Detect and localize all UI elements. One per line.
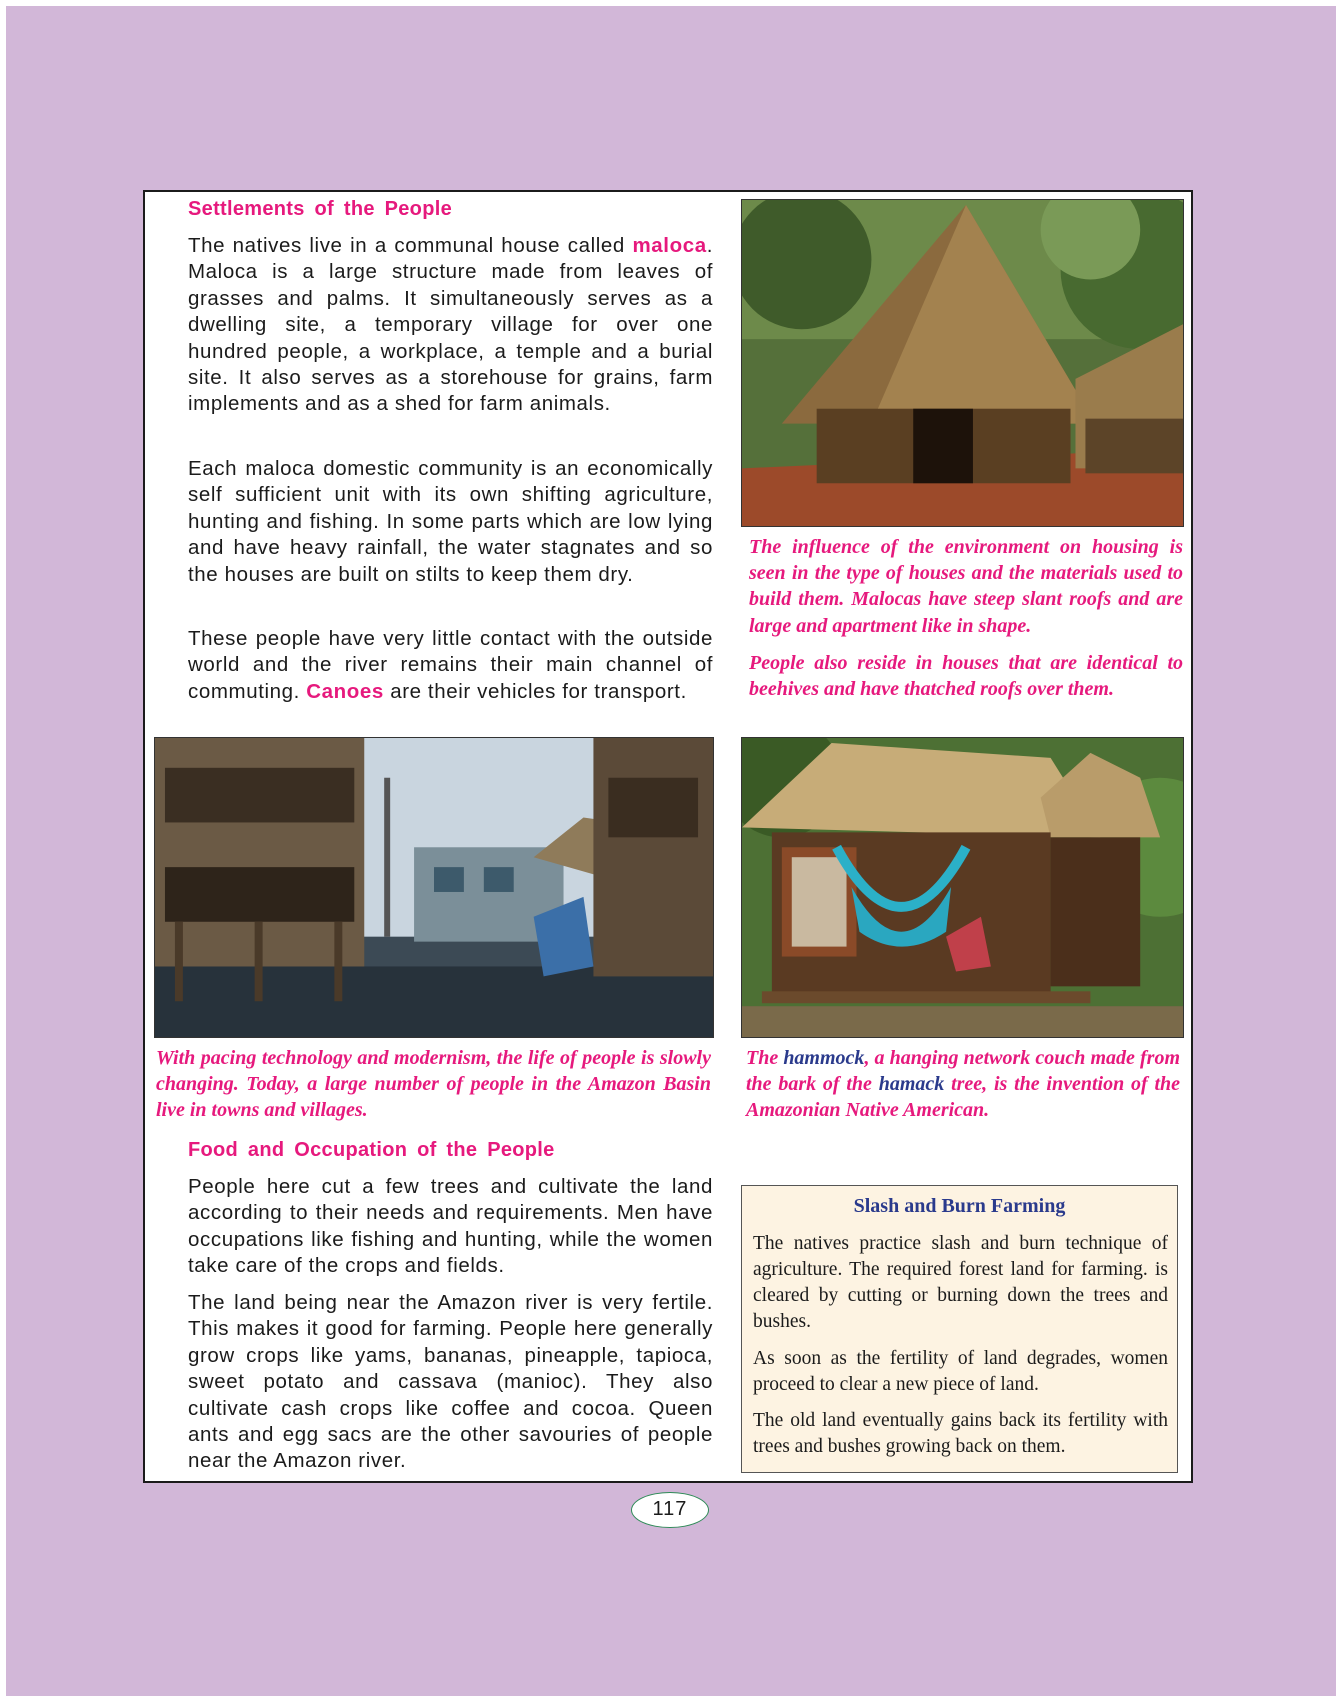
stilt-houses-caption: With pacing technology and modernism, the life of people is slowly changing. Today, a large number of people in the Amazon Basin live in towns and villages. bbox=[156, 1047, 711, 1122]
hammock-caption bbox=[746, 1045, 1180, 1124]
text-span: The bbox=[746, 1047, 784, 1069]
text-span: . Maloca is a large structure made from leaves of grasses and palms. It simultaneously serves as a dwelling site, a temporary village for over one hundred people, a workplace, a temple and a burial site. It also serves as a storehouse for grains, farm implements and as a shed for farm animals. bbox=[188, 234, 713, 416]
slash-burn-paragraph-1: The natives practice slash and burn technique of agriculture. The required forest land for farming. is cleared by cutting or burning down the trees and bushes. bbox=[753, 1233, 1168, 1332]
text-span: The natives live in a communal house called bbox=[188, 234, 633, 257]
food-occupation-heading: Food and Occupation of the People bbox=[188, 1139, 555, 1161]
slash-burn-title: Slash and Burn Farming bbox=[853, 1195, 1066, 1217]
term-canoes: Canoes bbox=[306, 679, 384, 703]
food-paragraph-2: The land being near the Amazon river is very fertile. This makes it good for farming. People here generally grow crops like yams, bananas, pineapple, tapioca, sweet potato and cassava (manioc). They also cultivate cash crops like coffee and cocoa. Queen ants and egg sacs are the other savouries of people near the Amazon river. bbox=[188, 1291, 713, 1473]
slash-burn-paragraph-3: The old land eventually gains back its fertility with trees and bushes growing back on them. bbox=[753, 1410, 1168, 1457]
food-paragraph-1: People here cut a few trees and cultivate the land according to their needs and requirements. Men have occupations like fishing and hunting, while the women take care of the crops and fields. bbox=[188, 1175, 713, 1278]
text-span: These people have very little contact with the outside world and the river remains their main channel of commuting. bbox=[188, 627, 713, 703]
settlements-paragraph-1 bbox=[188, 233, 713, 418]
hammock-hut-photo bbox=[741, 737, 1184, 1038]
term-maloca: maloca bbox=[632, 234, 707, 257]
maloca-photo bbox=[741, 199, 1184, 527]
slash-burn-paragraph-2: As soon as the fertility of land degrades, women proceed to clear a new piece of land. bbox=[753, 1348, 1168, 1395]
term-hamack: hamack bbox=[878, 1073, 945, 1096]
page-number: 117 bbox=[631, 1492, 709, 1528]
stilt-houses-photo bbox=[154, 737, 714, 1038]
settlements-paragraph-3 bbox=[188, 626, 713, 705]
settlements-heading: Settlements of the People bbox=[188, 198, 452, 220]
settlements-paragraph-2: Each maloca domestic community is an economically self sufficient unit with its own shifting agriculture, hunting and fishing. In some parts which are low lying and have heavy rainfall, the water stagnates and so the houses are built on stilts to keep them dry. bbox=[188, 457, 713, 586]
text-span: are their vehicles for transport. bbox=[383, 679, 687, 703]
maloca-caption: The influence of the environment on housing is seen in the type of houses and the materials used to build them. Malocas have steep slant roofs and are large and apartment like in shape. bbox=[749, 536, 1183, 637]
term-hammock: hammock bbox=[783, 1047, 865, 1069]
text-span: , a hanging network couch made from the bark of the bbox=[746, 1047, 1180, 1096]
text-span: tree, is the invention of the Amazonian Native American. bbox=[746, 1073, 1181, 1122]
beehive-caption: People also reside in houses that are identical to beehives and have thatched roofs over them. bbox=[749, 652, 1183, 701]
slash-burn-box bbox=[741, 1185, 1178, 1473]
